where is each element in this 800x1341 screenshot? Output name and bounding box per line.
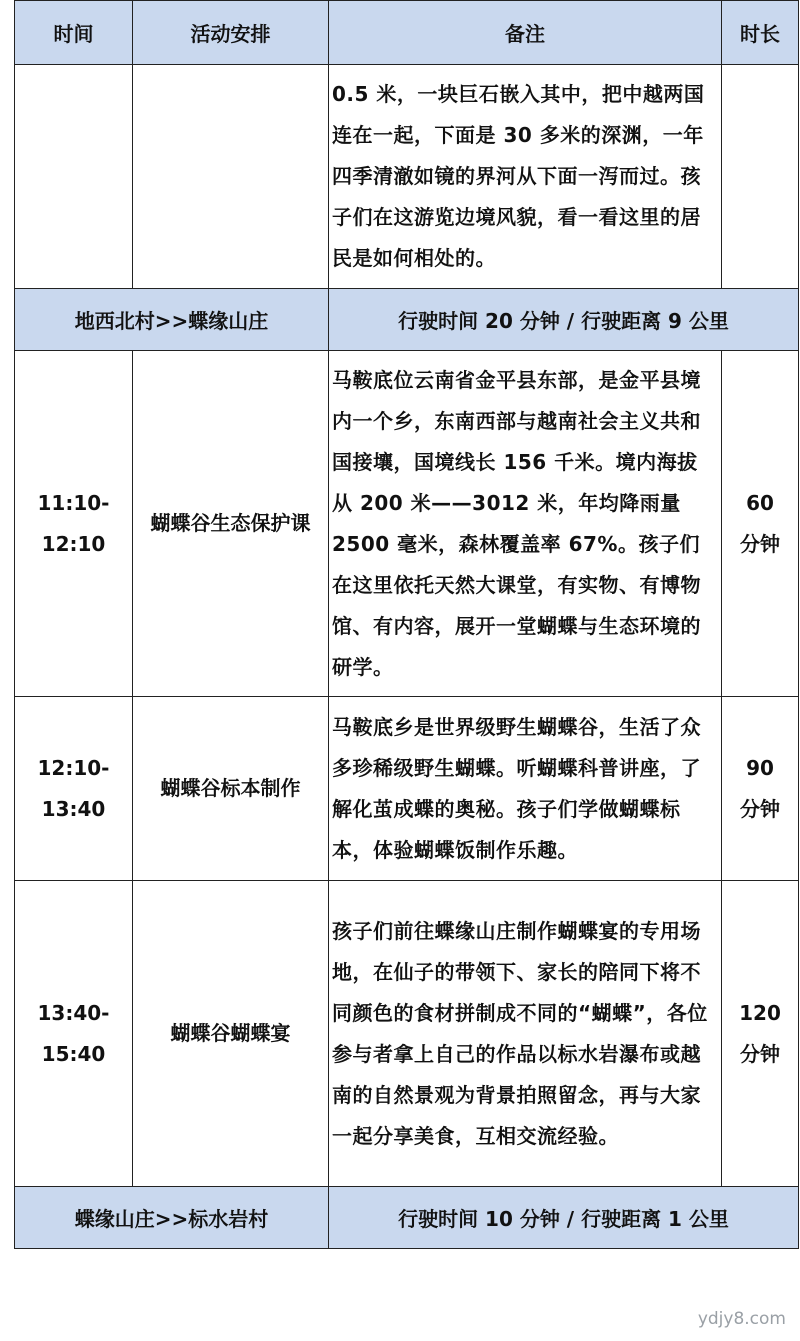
transfer-route: 地西北村>>蝶缘山庄	[15, 289, 329, 351]
row-time: 12:10-13:40	[15, 697, 133, 881]
row-note: 马鞍底乡是世界级野生蝴蝶谷，生活了众多珍稀级野生蝴蝶。听蝴蝶科普讲座，了解化茧成蝶的奥秘。孩子们学做蝴蝶标本，体验蝴蝶饭制作乐趣。	[329, 697, 722, 881]
table-row	[15, 881, 799, 1187]
transfer-info: 行驶时间 10 分钟 / 行驶距离 1 公里	[329, 1187, 799, 1249]
header-time: 时间	[15, 1, 133, 65]
row-duration: 120 分钟	[722, 881, 799, 1187]
header-activity: 活动安排	[133, 1, 329, 65]
row-note: 0.5 米，一块巨石嵌入其中，把中越两国连在一起，下面是 30 多米的深渊，一年四季清澈如镜的界河从下面一泻而过。孩子们在这游览边境风貌，看一看这里的居民是如何相处的。	[329, 65, 722, 289]
table-row	[15, 65, 799, 289]
row-time: 11:10-12:10	[15, 351, 133, 697]
table-row	[15, 697, 799, 881]
header-duration: 时长	[722, 1, 799, 65]
row-activity: 蝴蝶谷标本制作	[133, 697, 329, 881]
row-time	[15, 65, 133, 289]
transfer-info: 行驶时间 20 分钟 / 行驶距离 9 公里	[329, 289, 799, 351]
row-note: 孩子们前往蝶缘山庄制作蝴蝶宴的专用场地，在仙子的带领下、家长的陪同下将不同颜色的食材拼制成不同的“蝴蝶”，各位参与者拿上自己的作品以标水岩瀑布或越南的自然景观为背景拍照留念，再与大家一起分享美食，互相交流经验。	[329, 881, 722, 1187]
row-duration: 90 分钟	[722, 697, 799, 881]
itinerary-table	[14, 0, 799, 1249]
row-duration	[722, 65, 799, 289]
transfer-row	[15, 289, 799, 351]
table-row	[15, 351, 799, 697]
watermark: ydjy8.com	[697, 1309, 786, 1329]
transfer-route: 蝶缘山庄>>标水岩村	[15, 1187, 329, 1249]
row-activity: 蝴蝶谷生态保护课	[133, 351, 329, 697]
header-remark: 备注	[329, 1, 722, 65]
row-note: 马鞍底位云南省金平县东部，是金平县境内一个乡，东南西部与越南社会主义共和国接壤，国境线长 156 千米。境内海拔从 200 米——3012 米，年均降雨量 2500 毫米，森林覆盖率 67%。孩子们在这里依托天然大课堂，有实物、有博物馆、有内容，展开一堂蝴蝶与生态环境的研学。	[329, 351, 722, 697]
row-duration: 60 分钟	[722, 351, 799, 697]
row-time: 13:40-15:40	[15, 881, 133, 1187]
transfer-row	[15, 1187, 799, 1249]
row-activity	[133, 65, 329, 289]
row-activity: 蝴蝶谷蝴蝶宴	[133, 881, 329, 1187]
header-row	[15, 1, 799, 65]
